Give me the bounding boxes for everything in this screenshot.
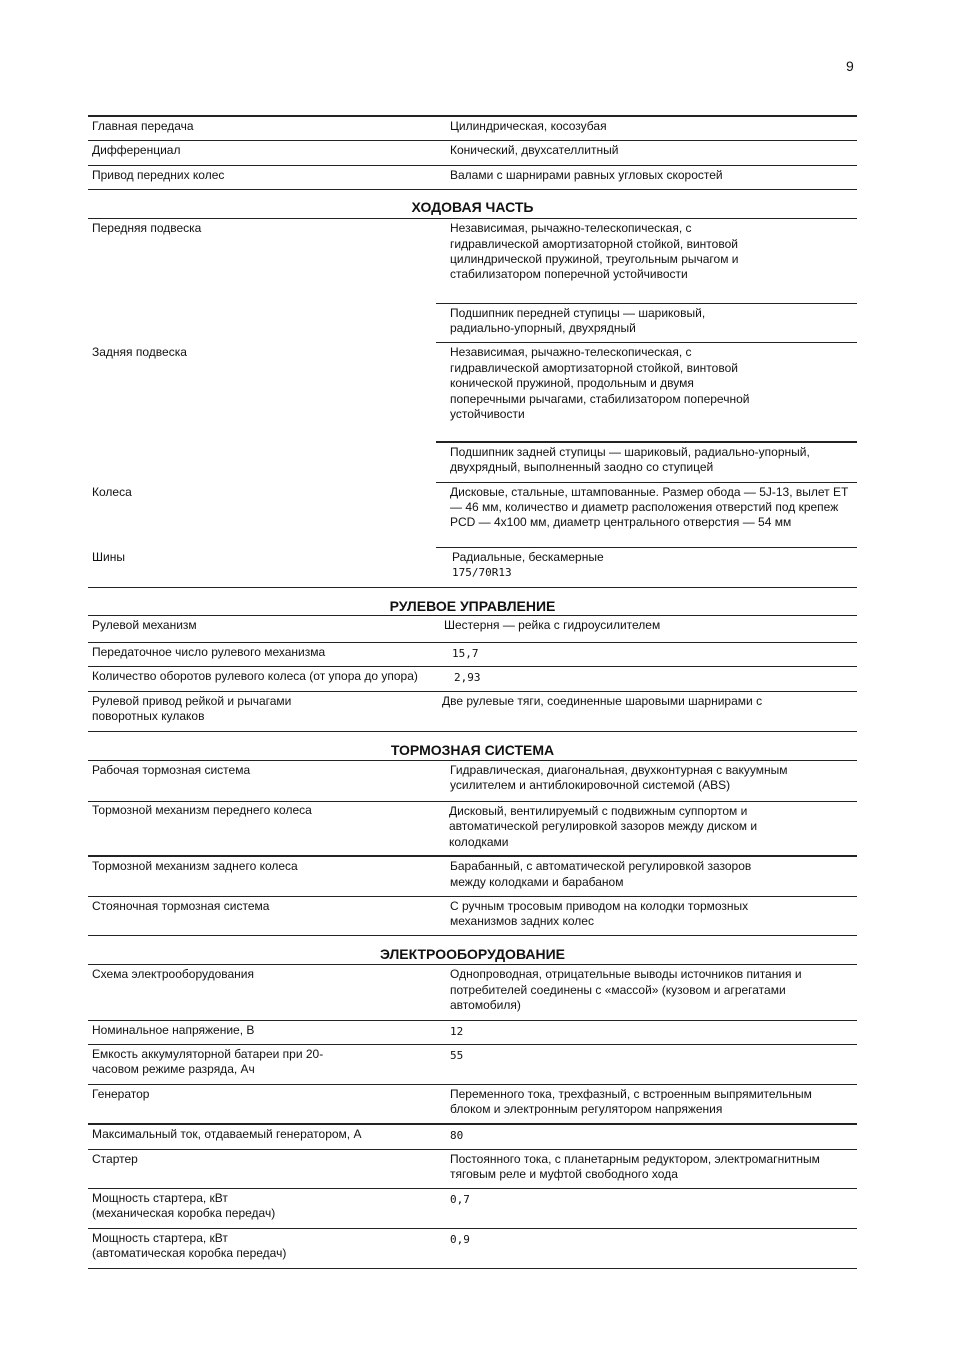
row-value: 55 (450, 1048, 464, 1062)
row-value: Конический, двухсателлитный (450, 143, 619, 158)
table-row (88, 1045, 857, 1085)
table-row (88, 802, 857, 857)
front-bearing-note: Подшипник передней ступицы — шариковый, радиально-упорный, двухрядный (436, 303, 857, 344)
table-row (88, 1021, 857, 1045)
table-row (88, 965, 857, 1020)
row-label: Дифференциал (92, 143, 181, 158)
row-value: Барабанный, с автоматической регулировкой зазоров между колодками и барабаном (450, 859, 752, 889)
row-value: Переменного тока, трехфазный, с встроенным выпрямительным блоком и электронным регулятором напряжения (450, 1086, 812, 1117)
row-value: 0,7 (450, 1192, 470, 1206)
row-label: Тормозной механизм переднего колеса (92, 802, 312, 817)
row-value: Однопроводная, отрицательные выводы источников питания и потребителей соединены с «массой» (кузовом и агрегатами автомобиля) (450, 967, 802, 1012)
row-value: Постоянного тока, с планетарным редуктором, электромагнитным тяговым реле и муфтой свободного хода (450, 1151, 820, 1181)
row-label: Мощность стартера, кВт (автоматическая коробка передач) (92, 1230, 287, 1261)
table-row (88, 1085, 857, 1125)
page-number: 9 (846, 58, 854, 74)
table-row (88, 219, 857, 302)
row-label: Привод передних колес (92, 167, 225, 182)
row-label: Мощность стартера, кВт (механическая коробка передач) (92, 1190, 276, 1221)
table-row (88, 857, 857, 896)
row-label: Главная передача (92, 119, 194, 133)
row-label: Передняя подвеска (92, 221, 202, 236)
row-value: 2,93 (454, 671, 481, 685)
table-row (88, 897, 857, 936)
row-label: Максимальный ток, отдаваемый генератором, А (92, 1127, 362, 1142)
table-row (88, 166, 857, 190)
row-value: 15,7 (452, 646, 479, 660)
rear-bearing-note: Подшипник задней ступицы — шариковый, радиально-упорный, двухрядный, выполненный заодно со ступицей (436, 441, 857, 483)
row-value: С ручным тросовым приводом на колодки тормозных механизмов задних колес (450, 898, 749, 929)
table-row (88, 761, 857, 802)
row-value: Независимая, рычажно-телескопическая, с гидравлической амортизаторной стойкой, винтовой цилиндрической пружиной, треугольным рычагом и стабилизатором поперечной устойчивости (450, 221, 739, 282)
row-value: 80 (450, 1129, 464, 1143)
row-label: Рулевой привод рейкой и рычагами поворотных кулаков (92, 693, 292, 724)
row-label: Задняя подвеска (92, 345, 187, 360)
table-row (88, 141, 857, 165)
spec-table (88, 115, 857, 1269)
row-value: Радиальные, бескамерные 175/70R13 (452, 550, 604, 580)
table-row (88, 667, 857, 691)
row-label: Генератор (92, 1086, 150, 1101)
table-row (88, 1150, 857, 1189)
table-row (88, 483, 857, 550)
section-heading-chassis: ХОДОВАЯ ЧАСТЬ (88, 190, 857, 219)
row-value: Шестерня — рейка с гидроусилителем (444, 618, 661, 633)
row-label: Номинальное напряжение, В (92, 1022, 255, 1037)
table-row (88, 343, 857, 440)
table-row (88, 1125, 857, 1149)
row-label: Емкость аккумуляторной батареи при 20-часовом режиме разряда, Ач (92, 1046, 324, 1077)
row-value: 0,9 (450, 1232, 470, 1246)
row-label: Тормозной механизм заднего колеса (92, 859, 298, 874)
row-label: Стартер (92, 1151, 138, 1166)
row-label: Шины (92, 550, 125, 565)
row-value: Гидравлическая, диагональная, двухконтурная с вакуумным усилителем и антиблокировочной системой (ABS) (450, 762, 788, 792)
table-row (88, 115, 857, 141)
section-heading-steering: РУЛЕВОЕ УПРАВЛЕНИЕ (88, 588, 857, 616)
row-value: Независимая, рычажно-телескопическая, с гидравлической амортизаторной стойкой, винтовой конической пружиной, продольным и двумя поперечными рычагами, стабилизатором поперечной устойчивости (450, 345, 750, 422)
table-row (88, 643, 857, 667)
tire-size: 175/70R13 (452, 566, 512, 580)
row-value: Цилиндрическая, косозубая (450, 119, 607, 133)
row-label: Колеса (92, 484, 132, 499)
row-value: Дисковый, вентилируемый с подвижным суппортом и автоматической регулировкой зазоров между диском и колодками (449, 803, 758, 849)
table-row (88, 692, 857, 732)
row-value: Валами с шарнирами равных угловых скоростей (450, 167, 723, 182)
table-row (88, 1229, 857, 1269)
table-row (88, 616, 857, 642)
row-label: Рулевой механизм (92, 618, 197, 633)
row-label: Схема электрооборудования (92, 967, 255, 982)
section-heading-electrical: ЭЛЕКТРООБОРУДОВАНИЕ (88, 936, 857, 965)
row-label: Передаточное число рулевого механизма (92, 644, 326, 659)
row-value: 12 (450, 1024, 464, 1038)
table-row (88, 550, 857, 588)
row-value: Дисковые, стальные, штампованные. Размер обода — 5J-13, вылет ET — 46 мм, количество и диаметр расположения отверстий под крепеж PCD — 4x100 мм, диаметр центрального отверстия — 54 мм (450, 484, 849, 530)
section-heading-brakes: ТОРМОЗНАЯ СИСТЕМА (88, 732, 857, 761)
table-row (88, 1189, 857, 1229)
row-value: Две рулевые тяги, соединенные шаровыми шарнирами с (442, 693, 763, 708)
row-label: Количество оборотов рулевого колеса (от упора до упора) (92, 669, 418, 684)
row-label: Рабочая тормозная система (92, 762, 251, 777)
row-label: Стояночная тормозная система (92, 898, 270, 913)
